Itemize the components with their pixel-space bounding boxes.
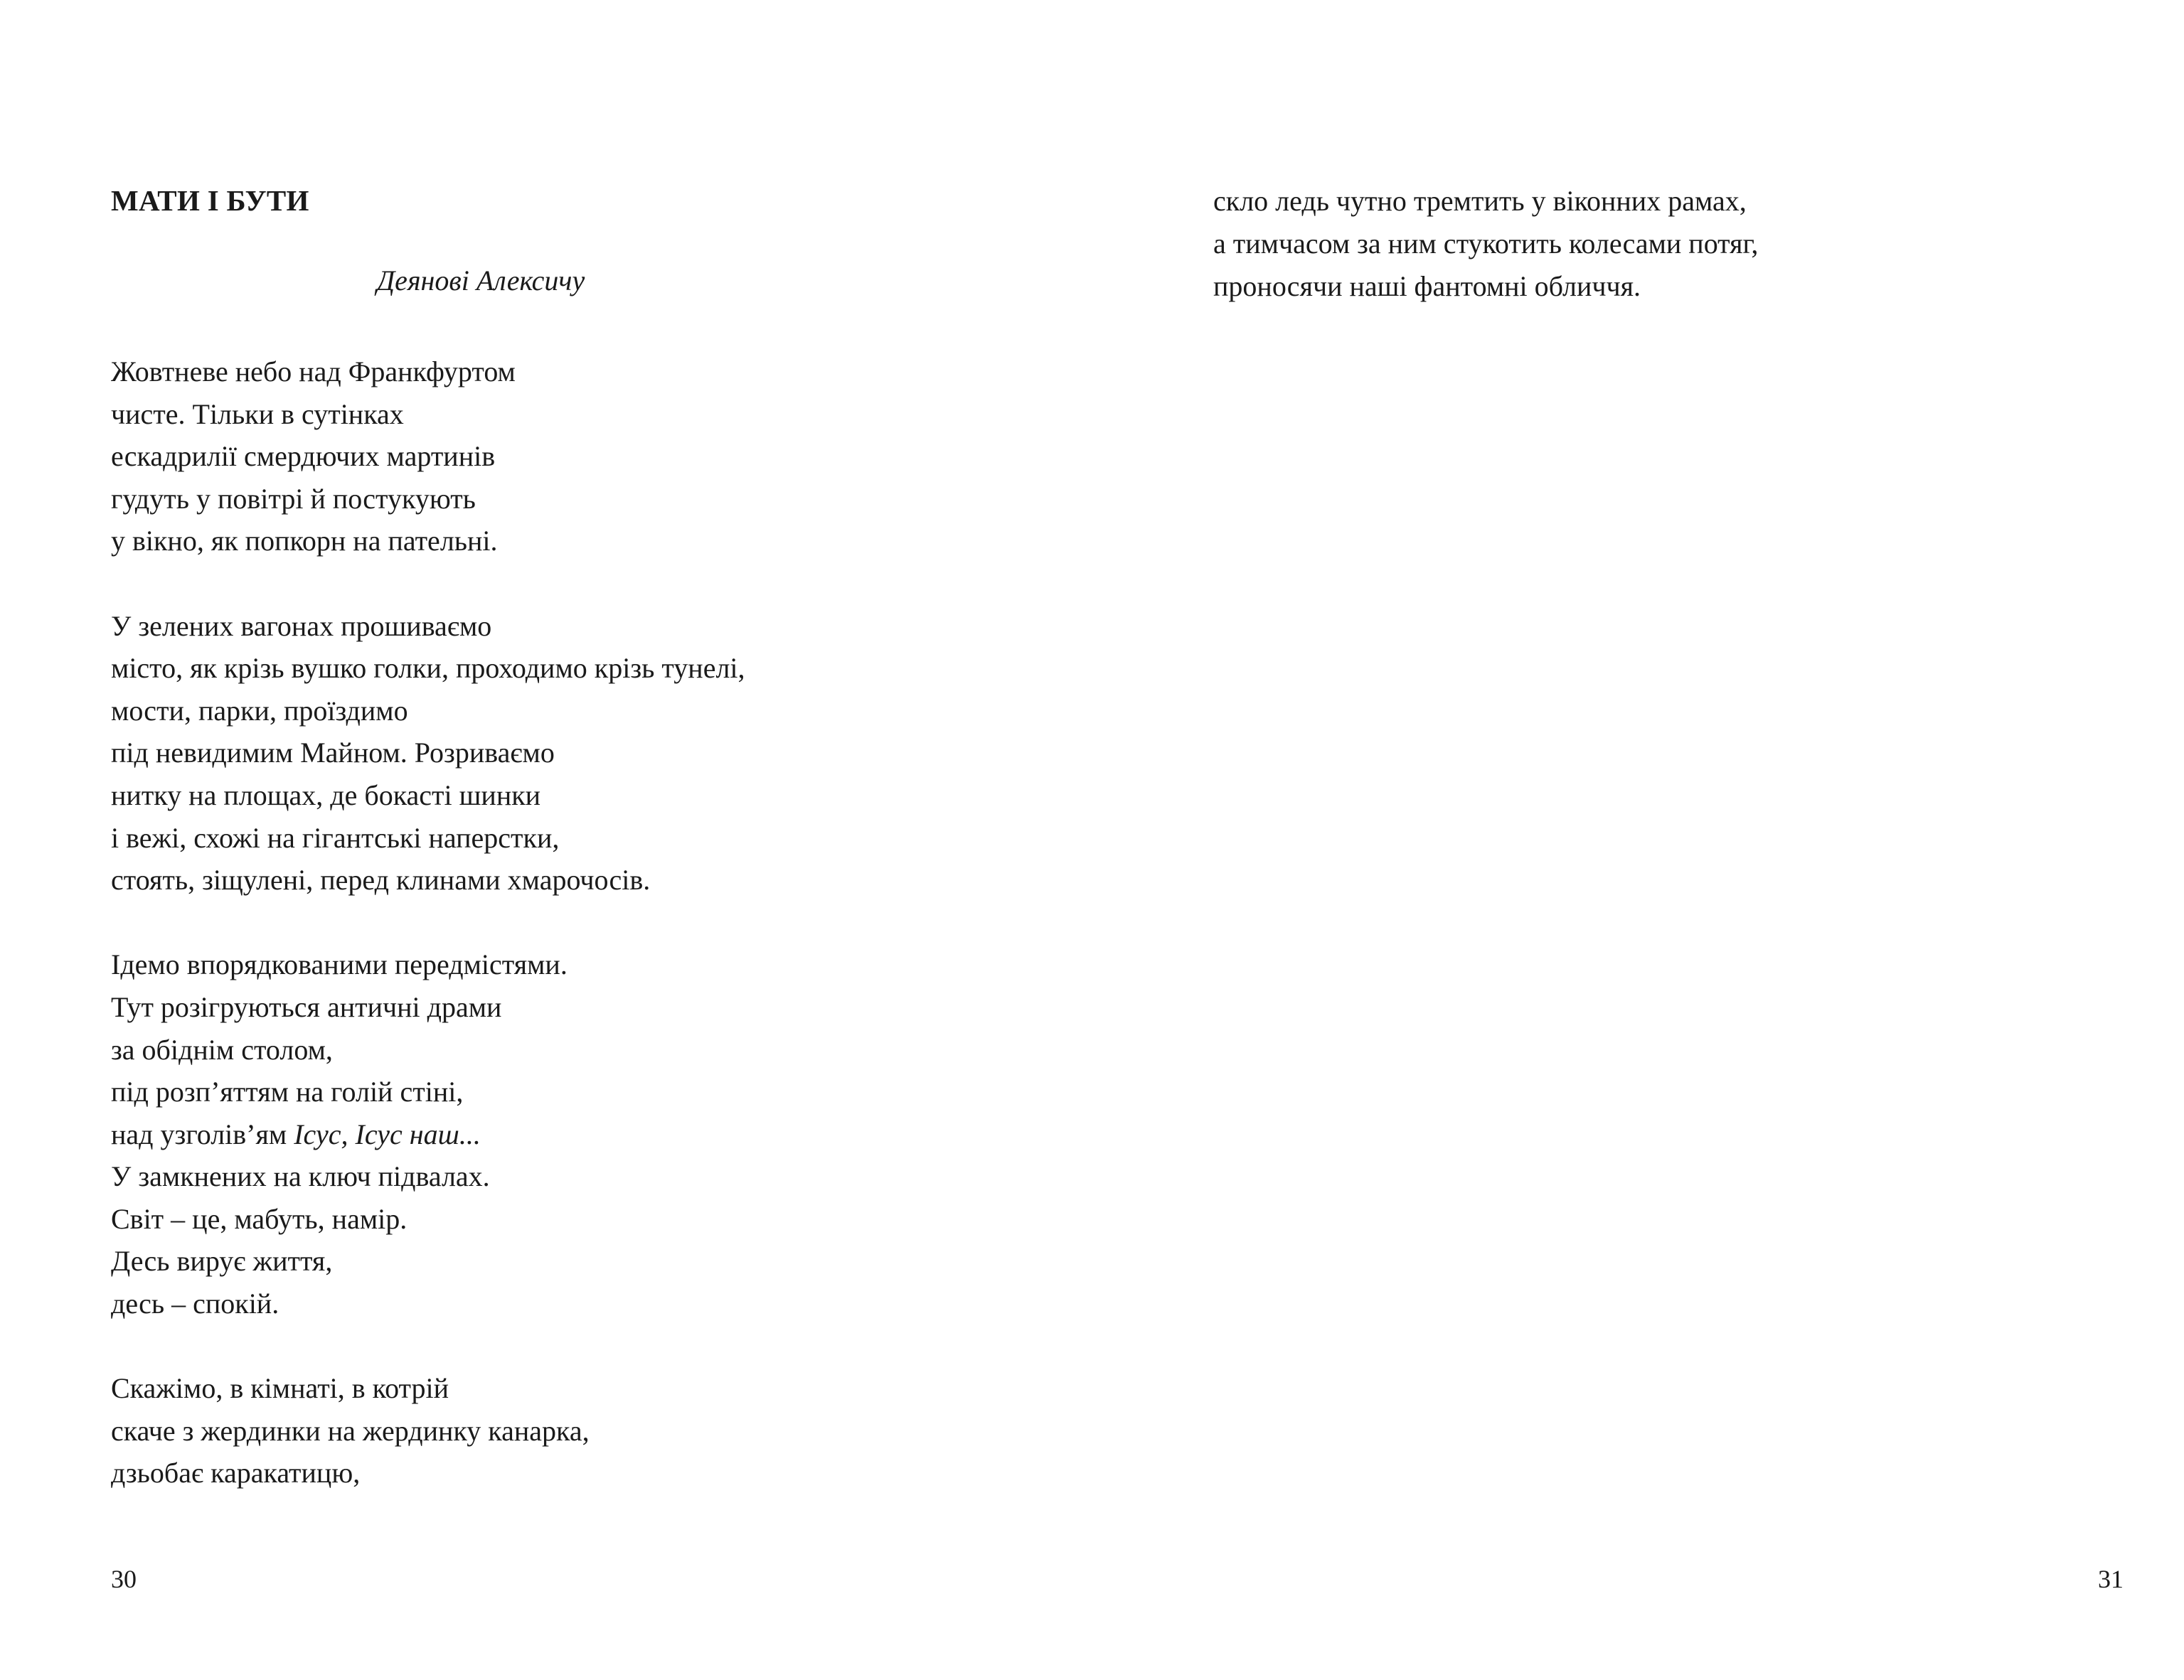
poem-line: десь – спокій. xyxy=(111,1288,279,1320)
poem-line: Десь вирує життя, xyxy=(111,1245,333,1278)
poem-line-plain-part: над узголів’ям xyxy=(111,1118,294,1150)
poem-line: стоять, зіщулені, перед клинами хмарочосів. xyxy=(111,864,651,897)
poem-line: гудуть у повітрі й постукують xyxy=(111,482,476,515)
poem-line: нитку на площах, де бокасті шинки xyxy=(111,779,541,811)
dedication: Деянові Алексичу xyxy=(376,264,585,296)
poem-line: дзьобає каракатицю, xyxy=(111,1457,361,1489)
poem-line: скло ледь чутно тремтить у віконних рамах, xyxy=(1213,185,1747,217)
poem-line: У зелених вагонах прошиваємо xyxy=(111,609,492,642)
page-number-right: 31 xyxy=(2098,1565,2124,1593)
poem-line: ескадрилії смердючих мартинів xyxy=(111,440,496,473)
poem-line: проносячи наші фантомні обличчя. xyxy=(1213,270,1641,302)
poem-continuation xyxy=(1213,180,1758,308)
right-page xyxy=(1092,0,2184,1680)
poem-line: мости, парки, проїздимо xyxy=(111,694,408,727)
poem-line-italic-part: Ісус, Ісус наш... xyxy=(294,1118,481,1150)
poem-line: чисте. Тільки в сутінках xyxy=(111,397,404,430)
poem-line: у вікно, як попкорн на пательні. xyxy=(111,525,498,557)
poem-line: і вежі, схожі на гігантські наперстки, xyxy=(111,821,560,854)
poem-line: Ідемо впорядкованими передмістями. xyxy=(111,948,568,981)
poem-line: Жовтневе небо над Франкфуртом xyxy=(111,355,516,387)
poem-line: скаче з жердинки на жердинку канарка, xyxy=(111,1414,590,1447)
poem-line: У замкнених на ключ підвалах. xyxy=(111,1160,490,1193)
poem-line: Світ – це, мабуть, намір. xyxy=(111,1202,407,1235)
stanza-2 xyxy=(111,605,745,901)
page-number-left: 30 xyxy=(111,1565,137,1593)
poem-line: під розп’яттям на голій стіні, xyxy=(111,1076,464,1108)
stanza-4 xyxy=(111,1367,745,1494)
poem-line: за обіднім столом, xyxy=(111,1033,333,1066)
poem-line: Тут розігруються античні драми xyxy=(111,990,502,1023)
poem-line: Скажімо, в кімнаті, в котрій xyxy=(111,1372,449,1405)
stanza-3 xyxy=(111,943,745,1325)
poem-line: під невидимим Майном. Розриваємо xyxy=(111,737,555,769)
poem-title: МАТИ І БУТИ xyxy=(111,184,309,217)
poem-line: місто, як крізь вушко голки, проходимо крізь тунелі, xyxy=(111,652,745,685)
poem-line-mixed xyxy=(111,1113,745,1156)
poem-body xyxy=(111,351,745,1537)
stanza-1 xyxy=(111,351,745,562)
poem-line: а тимчасом за ним стукотить колесами потяг, xyxy=(1213,228,1759,260)
